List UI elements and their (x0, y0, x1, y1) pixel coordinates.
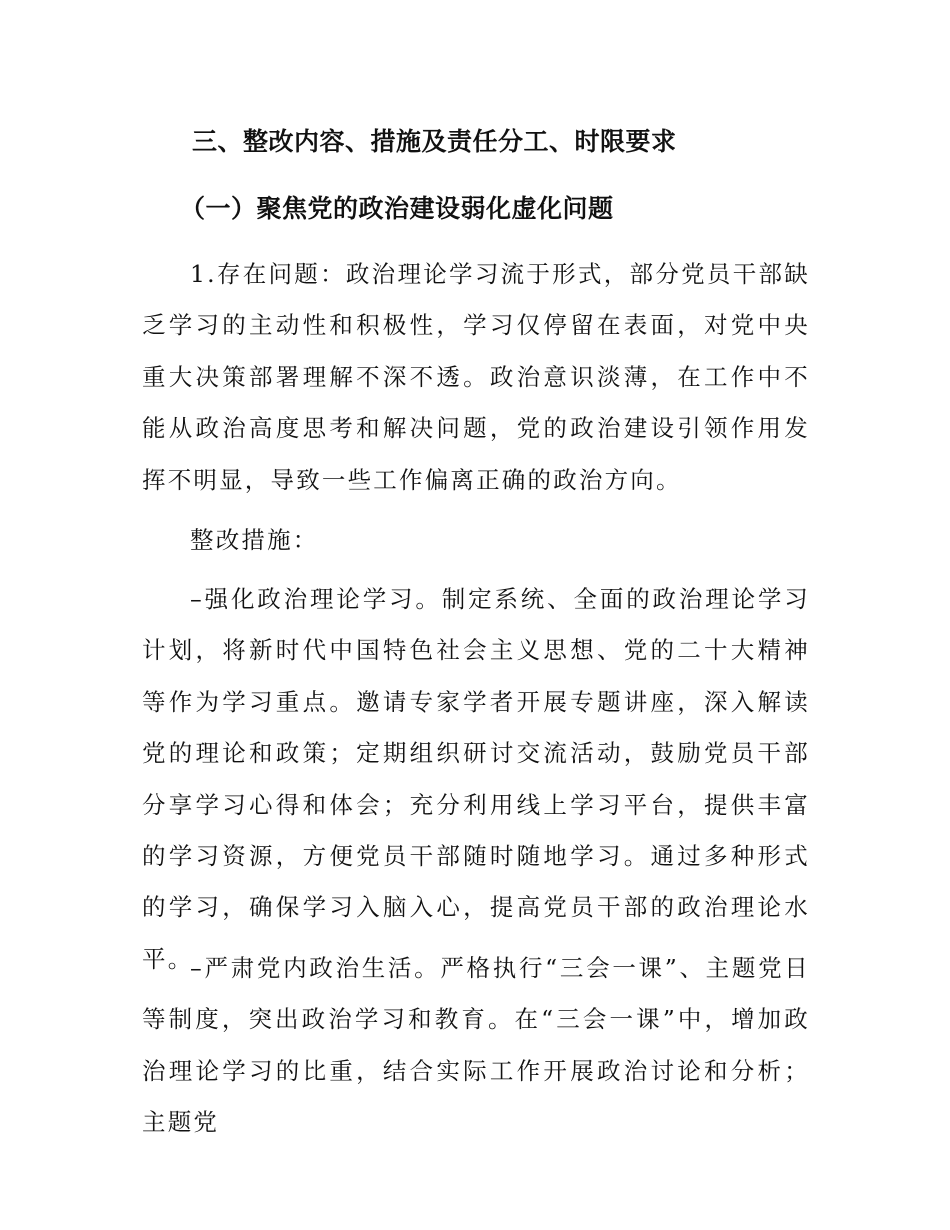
paragraph-measures-label: 整改措施： (190, 526, 319, 554)
paragraph-measure-study: –强化政治理论学习。制定系统、全面的政治理论学习计划，将新时代中国特色社会主义思想、党的二十大精神等作为学习重点。邀请专家学者开展专题讲座，深入解读党的理论和政策；定期组织研讨交流活动，鼓励党员干部分享学习心得和体会；充分利用线上学习平台，提供丰富的学习资源，方便党员干部随时随地学习。通过多种形式的学习，确保学习入脑入心，提高党员干部的政治理论水平。 (142, 585, 810, 973)
paragraph-measure-party-life: –严肃党内政治生活。严格执行“三会一课”、主题党日等制度，突出政治学习和教育。在“三会一课”中，增加政治理论学习的比重，结合实际工作开展政治讨论和分析；主题党 (142, 954, 810, 1137)
subsection-heading: （一）聚焦党的政治建设弱化虚化问题 (180, 194, 614, 223)
section-heading: 三、整改内容、措施及责任分工、时限要求 (192, 127, 677, 156)
paragraph-problem: 1.存在问题：政治理论学习流于形式，部分党员干部缺乏学习的主动性和积极性，学习仅停留在表面，对党中央重大决策部署理解不深不透。政治意识淡薄，在工作中不能从政治高度思考和解决问题，党的政治建设引领作用发挥不明显，导致一些工作偏离正确的政治方向。 (142, 260, 810, 494)
